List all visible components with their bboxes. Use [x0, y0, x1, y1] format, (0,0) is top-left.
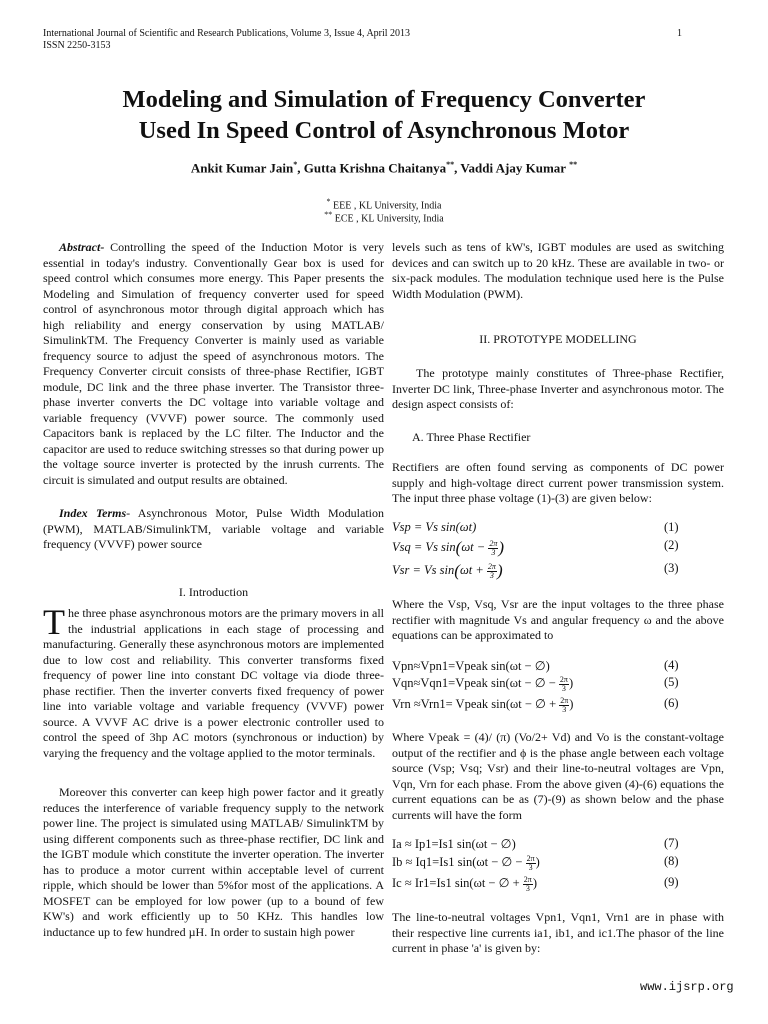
- section-heading-prototype: II. PROTOTYPE MODELLING: [479, 332, 637, 346]
- author-1-mark: *: [293, 160, 298, 169]
- fraction-numerator: 2π: [489, 538, 498, 548]
- close-paren: ): [498, 538, 504, 557]
- equation-2: [392, 538, 682, 558]
- close-paren: ): [535, 855, 540, 869]
- fraction-denominator: 3: [562, 704, 567, 714]
- introduction-text-1: he three phase asynchronous motors are the primary movers in all the industrial applications in each stage of processing and manufacturing. Generally these asynchronous motors are implemented due to low cost and reliability. This converter transforms fixed frequency of power line into constant DC voltage via diode three-phase rectifier. Then the inverter converts fixed frequency of power line into variable voltage and variable frequency (VVVF) power source. A VVVF AC drive is a power electronic controller used to control the speed of 3hp AC motors (synchronous or induction) by varying the frequency and the voltage applied to the motor terminals.: [43, 606, 384, 760]
- author-sep: ,: [297, 160, 304, 176]
- equation-number: (2): [664, 538, 679, 552]
- author-3: Vaddi Ajay Kumar: [460, 160, 570, 176]
- after-eq6-text: Where Vpeak = (4)/ (π) (Vo/2+ Vd) and Vo is the constant-voltage output of the rectifier and ϕ is the phase angle between each voltage source (Vsp; Vsq; Vsr) and their line-to-neutral voltages are Vpn, Vqn, Vrn for each phase. From the above given (4)-(6) equations the current equations can be as (7)-(9) as shown below and the phase currents will have the form: [392, 730, 724, 822]
- title-line-1: Modeling and Simulation of Frequency Converter: [122, 86, 646, 113]
- equation-body: Ib ≈ Iq1=Is1 sin(ωt − ∅ −: [392, 855, 526, 869]
- author-1: Ankit Kumar Jain: [190, 160, 294, 176]
- journal-url[interactable]: www.ijsrp.org: [640, 980, 734, 994]
- journal-header: International Journal of Scientific and Research Publications, Volume 3, Issue 4, April 2013: [43, 28, 411, 39]
- equation-arg: ωt −: [461, 539, 489, 554]
- fraction: [526, 855, 536, 872]
- introduction-para-1: [43, 602, 384, 761]
- affiliation-text: EEE , KL University, India: [330, 200, 442, 212]
- fraction: [559, 697, 569, 714]
- fraction: [488, 540, 498, 557]
- fraction-denominator: 3: [561, 683, 566, 693]
- affiliation-2: [0, 209, 768, 225]
- equation-6: [392, 696, 682, 716]
- equation-expr: Vpn≈Vpn1=Vpeak sin(ωt − ∅): [392, 659, 550, 673]
- abstract-text: Controlling the speed of the Induction Motor is very essential in today's industry. Conventionally Gear box is used for speed control which consumes more energy. This Paper presents the Modeling and Simulation of frequency converter used for speed control of asynchronous motor through digital approach which has high reliability and energy conservation by using MATLAB/ SimulinkTM. The Frequency Converter is mainly used as variable frequency source to adjust the speed of asynchronous motors. The Frequency Converter circuit consists of three-phase Rectifier, IGBT module, DC link and the three phase inverter. The Transistor three-phase inverter converts the DC voltage into variable voltage and variable frequency (VVVF) power source. The commonly used Capacitors bank is replaced by the LC filter. The Inductor and the capacitor are used to reduce switching stresses so that during power up the voltage source inverter is protected by the inrush currents. The circuit is simulated and output results are obtained.: [43, 240, 384, 487]
- pwm-text: levels such as tens of kW's, IGBT modules are used as switching devices and can switch up to 20 kHz. These are available in two- or six-pack modules. The modulation technique used here is the Pulse Width Modulation (PWM).: [392, 240, 724, 301]
- affiliation-text: ECE , KL University, India: [332, 213, 444, 225]
- fraction-numerator: 2π: [560, 695, 569, 705]
- equation-expr: Vsq = Vs sin(ωt − $\frac{2\pi}{3}$ ): [392, 538, 504, 557]
- equation-1: [392, 520, 682, 540]
- affiliation-mark: **: [324, 210, 333, 219]
- equation-expr: [392, 875, 537, 893]
- close-paren: ): [569, 697, 574, 711]
- equation-number: (9): [664, 875, 679, 889]
- equation-number: (6): [664, 696, 679, 710]
- close-paren: ): [496, 561, 503, 580]
- fraction-numerator: 2π: [487, 561, 496, 571]
- fraction-denominator: 3: [489, 570, 494, 580]
- index-terms-label: Index Terms: [59, 506, 127, 520]
- equation-expr: [392, 696, 573, 714]
- after-eq3-text: Where the Vsp, Vsq, Vsr are the input voltages to the three phase rectifier with magnitude Vs and angular frequency ω and the above equations can be approximated to: [392, 597, 724, 642]
- author-3-mark: **: [569, 160, 578, 169]
- prototype-para: [392, 366, 724, 413]
- fraction-denominator: 3: [491, 547, 496, 557]
- fraction-denominator: 3: [528, 862, 533, 872]
- abstract: [43, 240, 384, 488]
- index-terms: [43, 506, 384, 553]
- equation-number: (3): [664, 561, 679, 575]
- fraction-numerator: 2π: [559, 674, 568, 684]
- right-col-para-top: [392, 240, 724, 302]
- equation-7: [392, 836, 682, 856]
- equation-number: (5): [664, 675, 679, 689]
- equation-expr: Vsr = Vs sin(ωt + $\frac{2\pi}{3}$ ): [392, 561, 503, 580]
- equation-expr: Vsp = Vs sin(ωt): [392, 520, 477, 534]
- equation-number: (1): [664, 520, 679, 534]
- equation-number: (8): [664, 854, 679, 868]
- subsection-heading-rectifier: A. Three Phase Rectifier: [412, 430, 531, 444]
- rectifier-para: [392, 460, 724, 507]
- author-2-mark: **: [446, 160, 455, 169]
- after-eq3-para: [392, 597, 724, 644]
- prototype-text: The prototype mainly constitutes of Three-phase Rectifier, Inverter DC link, Three-phase Inverter and asynchronous motor. The design aspect consists of:: [392, 366, 724, 411]
- equation-body: Vrn ≈Vrn1= Vpeak sin(ωt − ∅ +: [392, 697, 560, 711]
- equation-lhs: Vsq = Vs sin: [392, 539, 456, 554]
- abstract-label: Abstract-: [59, 240, 105, 254]
- introduction-para-2: [43, 785, 384, 940]
- issn: ISSN 2250-3153: [43, 40, 111, 51]
- author-2: Gutta Krishna Chaitanya: [303, 160, 447, 176]
- equation-5: [392, 675, 682, 695]
- after-eq9-text: The line-to-neutral voltages Vpn1, Vqn1, Vrn1 are in phase with their respective line currents ia1, ib1, and ic1.The phasor of the line current in phase 'a' is given by:: [392, 910, 724, 955]
- equation-number: (7): [664, 836, 679, 850]
- author-list: [0, 160, 768, 176]
- author-sep: ,: [454, 160, 461, 176]
- after-eq6-para: [392, 730, 724, 823]
- page-number: 1: [677, 28, 682, 39]
- equation-number: (4): [664, 658, 679, 672]
- equation-body: Vqn≈Vqn1=Vpeak sin(ωt − ∅ −: [392, 676, 559, 690]
- equation-expr: Ia ≈ Ip1=Is1 sin(ωt − ∅): [392, 837, 516, 851]
- paper-title: [0, 84, 768, 146]
- equation-9: [392, 875, 682, 895]
- equation-body: Ic ≈ Ir1=Is1 sin(ωt − ∅ +: [392, 876, 523, 890]
- affiliation-mark: *: [326, 197, 331, 206]
- equation-lhs: Vsr = Vs sin: [392, 562, 455, 577]
- title-line-2: Used In Speed Control of Asynchronous Motor: [138, 117, 630, 144]
- fraction-denominator: 3: [525, 883, 530, 893]
- drop-cap: T: [43, 602, 65, 642]
- close-paren: ): [568, 676, 574, 690]
- fraction-numerator: 2π: [523, 874, 532, 884]
- equation-expr: [392, 854, 540, 872]
- fraction-numerator: 2π: [526, 853, 535, 863]
- fraction: [523, 876, 533, 893]
- equation-3: [392, 561, 682, 581]
- equation-arg: ωt +: [459, 562, 487, 577]
- after-eq9-para: [392, 910, 724, 957]
- fraction: [487, 563, 497, 580]
- index-terms-text: - Asynchronous Motor, Pulse Width Modulation (PWM), MATLAB/SimulinkTM, variable voltage and variable frequency (VVVF) power source: [43, 506, 384, 551]
- close-paren: ): [532, 876, 538, 890]
- section-heading-introduction: I. Introduction: [178, 585, 249, 599]
- equation-8: [392, 854, 682, 874]
- equation-expr: [392, 675, 573, 693]
- rectifier-text: Rectifiers are often found serving as components of DC power supply and high-voltage direct current power transmission system. The input three phase voltage (1)-(3) are given below:: [392, 460, 724, 505]
- introduction-text-2: Moreover this converter can keep high power factor and it greatly reduces the interference of variable frequency supply to the network power line. The project is simulated using MATLAB/ SimulinkTM by using different components such as three-phase rectifier, DC link and the IGBT module which constitute the inverter operation. The inverter has to produce a motor current within acceptable level of current ripple, which should be lower than 5%for most of the applications. A MOSFET can be employed for low power (up to a bound of few KW's) and work efficiently up to 50 KHz. This handles low inductance up to few hundred µH. In order to sustain high power: [43, 785, 384, 939]
- fraction: [559, 676, 569, 693]
